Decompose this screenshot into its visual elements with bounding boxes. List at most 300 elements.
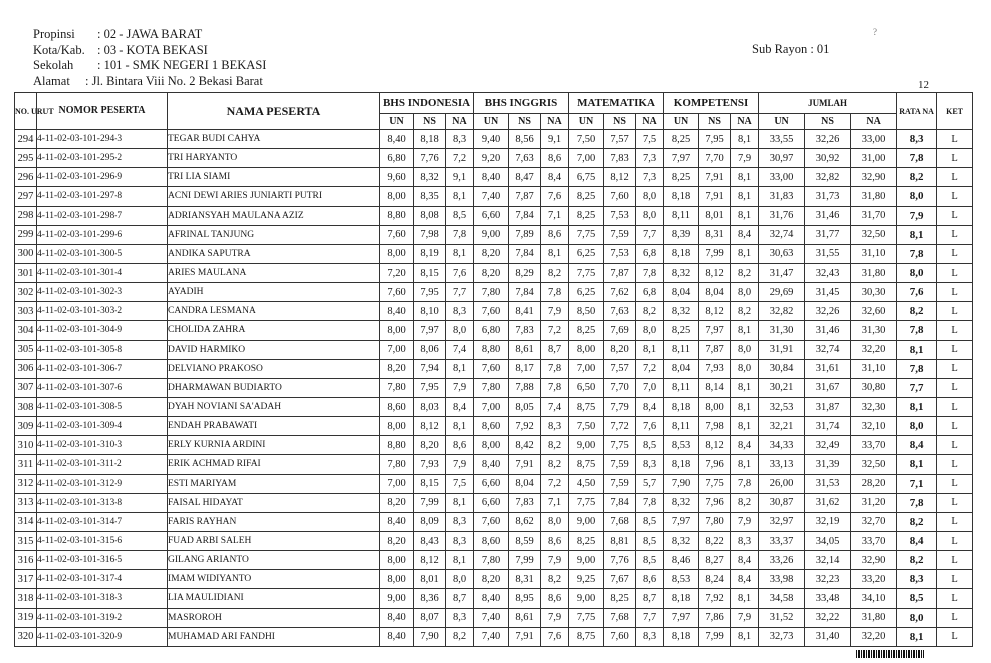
subcol-un: UN (664, 114, 699, 130)
cell-jml-na: 31,10 (851, 359, 897, 378)
col-matematika: MATEMATIKA (569, 93, 664, 114)
cell-ket: L (937, 551, 973, 570)
cell-mat-na: 7,3 (636, 149, 664, 168)
cell-ind-un: 7,60 (380, 225, 414, 244)
cell-ind-ns: 8,12 (414, 551, 446, 570)
cell-mat-na: 8,0 (636, 321, 664, 340)
cell-no-urut: 307 (15, 378, 37, 397)
cell-kom-un: 8,25 (664, 130, 699, 149)
cell-jml-na: 34,10 (851, 589, 897, 608)
subcol-na: NA (851, 114, 897, 130)
cell-rata-na: 8,4 (897, 436, 937, 455)
cell-kom-ns: 7,93 (699, 359, 731, 378)
cell-jml-ns: 31,46 (805, 321, 851, 340)
cell-kom-na: 8,1 (731, 187, 759, 206)
cell-mat-un: 9,00 (569, 436, 604, 455)
cell-kom-un: 8,18 (664, 397, 699, 416)
cell-ind-na: 8,1 (446, 359, 474, 378)
cell-nama-peserta: ACNI DEWI ARIES JUNIARTI PUTRI (168, 187, 380, 206)
cell-ing-un: 6,60 (474, 493, 509, 512)
cell-nomor-peserta: 4-11-02-03-101-302-3 (37, 283, 168, 302)
col-bhs-indonesia: BHS INDONESIA (380, 93, 474, 114)
cell-kom-ns: 7,97 (699, 321, 731, 340)
cell-mat-un: 7,00 (569, 149, 604, 168)
cell-ind-un: 8,40 (380, 512, 414, 531)
cell-rata-na: 8,3 (897, 130, 937, 149)
cell-jml-ns: 31,46 (805, 206, 851, 225)
cell-nomor-peserta: 4-11-02-03-101-311-2 (37, 455, 168, 474)
cell-jml-ns: 31,62 (805, 493, 851, 512)
cell-mat-na: 7,7 (636, 608, 664, 627)
cell-ing-un: 7,80 (474, 551, 509, 570)
cell-ing-ns: 7,99 (509, 551, 541, 570)
table-row (15, 359, 973, 378)
cell-ing-ns: 8,56 (509, 130, 541, 149)
cell-no-urut: 314 (15, 512, 37, 531)
cell-nama-peserta: TEGAR BUDI CAHYA (168, 130, 380, 149)
cell-kom-na: 8,0 (731, 359, 759, 378)
subcol-na: NA (446, 114, 474, 130)
cell-jml-na: 31,80 (851, 608, 897, 627)
cell-ind-ns: 8,18 (414, 130, 446, 149)
cell-mat-un: 7,00 (569, 359, 604, 378)
cell-kom-un: 8,53 (664, 436, 699, 455)
cell-mat-ns: 7,83 (604, 149, 636, 168)
cell-ing-ns: 7,84 (509, 244, 541, 263)
cell-jml-ns: 31,87 (805, 397, 851, 416)
cell-kom-ns: 7,80 (699, 512, 731, 531)
cell-nomor-peserta: 4-11-02-03-101-313-8 (37, 493, 168, 512)
cell-jml-un: 33,00 (759, 168, 805, 187)
cell-mat-ns: 8,20 (604, 340, 636, 359)
cell-jml-na: 31,00 (851, 149, 897, 168)
cell-no-urut: 313 (15, 493, 37, 512)
cell-kom-un: 8,39 (664, 225, 699, 244)
cell-mat-un: 8,25 (569, 321, 604, 340)
cell-ket: L (937, 187, 973, 206)
cell-jml-un: 32,21 (759, 417, 805, 436)
cell-rata-na: 7,8 (897, 149, 937, 168)
subcol-ns: NS (604, 114, 636, 130)
cell-nama-peserta: ERLY KURNIA ARDINI (168, 436, 380, 455)
cell-jml-ns: 31,73 (805, 187, 851, 206)
cell-mat-un: 7,75 (569, 225, 604, 244)
cell-ket: L (937, 340, 973, 359)
cell-nomor-peserta: 4-11-02-03-101-306-7 (37, 359, 168, 378)
cell-ket: L (937, 570, 973, 589)
cell-ind-na: 7,9 (446, 455, 474, 474)
cell-ing-ns: 8,42 (509, 436, 541, 455)
cell-kom-ns: 8,12 (699, 302, 731, 321)
subcol-na: NA (541, 114, 569, 130)
corner-mark: ? (873, 27, 877, 37)
cell-mat-na: 8,2 (636, 302, 664, 321)
cell-ind-un: 8,40 (380, 302, 414, 321)
cell-kom-ns: 8,12 (699, 436, 731, 455)
cell-nomor-peserta: 4-11-02-03-101-297-8 (37, 187, 168, 206)
cell-mat-un: 6,75 (569, 168, 604, 187)
cell-ing-un: 8,60 (474, 531, 509, 550)
cell-jml-na: 31,30 (851, 321, 897, 340)
cell-ing-na: 7,1 (541, 206, 569, 225)
cell-ing-na: 8,1 (541, 244, 569, 263)
cell-mat-ns: 7,60 (604, 627, 636, 646)
cell-jml-un: 32,53 (759, 397, 805, 416)
cell-rata-na: 7,8 (897, 493, 937, 512)
cell-kom-ns: 8,24 (699, 570, 731, 589)
subcol-ns: NS (699, 114, 731, 130)
cell-kom-na: 8,3 (731, 531, 759, 550)
cell-mat-ns: 7,53 (604, 244, 636, 263)
subcol-ns: NS (805, 114, 851, 130)
cell-kom-na: 8,1 (731, 627, 759, 646)
col-nomor-peserta: NOMOR PESERTA (37, 93, 168, 130)
table-row (15, 589, 973, 608)
cell-ket: L (937, 378, 973, 397)
cell-kom-na: 8,1 (731, 168, 759, 187)
cell-ind-ns: 7,97 (414, 321, 446, 340)
cell-nomor-peserta: 4-11-02-03-101-294-3 (37, 130, 168, 149)
cell-jml-na: 33,00 (851, 130, 897, 149)
cell-mat-un: 7,75 (569, 263, 604, 282)
cell-jml-un: 30,63 (759, 244, 805, 263)
alamat-label: Alamat (33, 73, 70, 88)
table-row (15, 493, 973, 512)
cell-mat-na: 6,8 (636, 244, 664, 263)
cell-jml-ns: 32,82 (805, 168, 851, 187)
cell-kom-na: 7,9 (731, 149, 759, 168)
cell-nomor-peserta: 4-11-02-03-101-300-5 (37, 244, 168, 263)
cell-no-urut: 295 (15, 149, 37, 168)
cell-kom-na: 8,1 (731, 378, 759, 397)
cell-ing-na: 8,6 (541, 531, 569, 550)
cell-kom-ns: 8,22 (699, 531, 731, 550)
cell-ket: L (937, 321, 973, 340)
cell-no-urut: 317 (15, 570, 37, 589)
cell-ket: L (937, 455, 973, 474)
cell-no-urut: 308 (15, 397, 37, 416)
cell-mat-ns: 7,72 (604, 417, 636, 436)
cell-kom-un: 8,32 (664, 493, 699, 512)
cell-ing-na: 7,2 (541, 474, 569, 493)
cell-ind-un: 7,00 (380, 474, 414, 493)
cell-no-urut: 310 (15, 436, 37, 455)
cell-ing-na: 8,2 (541, 436, 569, 455)
cell-ind-ns: 7,95 (414, 378, 446, 397)
cell-mat-ns: 7,68 (604, 608, 636, 627)
cell-ind-un: 8,40 (380, 130, 414, 149)
cell-nomor-peserta: 4-11-02-03-101-301-4 (37, 263, 168, 282)
cell-ind-na: 7,8 (446, 225, 474, 244)
cell-kom-ns: 7,95 (699, 130, 731, 149)
cell-jml-ns: 32,23 (805, 570, 851, 589)
table-row (15, 436, 973, 455)
cell-jml-ns: 30,92 (805, 149, 851, 168)
cell-mat-ns: 8,12 (604, 168, 636, 187)
cell-jml-un: 33,55 (759, 130, 805, 149)
cell-ing-na: 8,7 (541, 340, 569, 359)
cell-jml-ns: 31,39 (805, 455, 851, 474)
cell-ind-na: 8,0 (446, 321, 474, 340)
cell-ind-un: 8,40 (380, 627, 414, 646)
cell-jml-na: 30,80 (851, 378, 897, 397)
cell-no-urut: 298 (15, 206, 37, 225)
cell-kom-un: 8,11 (664, 378, 699, 397)
cell-ing-ns: 7,63 (509, 149, 541, 168)
table-row (15, 130, 973, 149)
cell-kom-ns: 7,99 (699, 244, 731, 263)
cell-jml-na: 32,20 (851, 627, 897, 646)
cell-ind-ns: 8,09 (414, 512, 446, 531)
cell-mat-un: 9,00 (569, 512, 604, 531)
cell-ing-na: 7,1 (541, 493, 569, 512)
cell-ind-un: 7,20 (380, 263, 414, 282)
cell-nama-peserta: FAISAL HIDAYAT (168, 493, 380, 512)
cell-nomor-peserta: 4-11-02-03-101-295-2 (37, 149, 168, 168)
cell-nomor-peserta: 4-11-02-03-101-307-6 (37, 378, 168, 397)
cell-kom-un: 8,11 (664, 340, 699, 359)
cell-ing-un: 8,20 (474, 570, 509, 589)
cell-kom-na: 7,8 (731, 474, 759, 493)
cell-ind-na: 7,4 (446, 340, 474, 359)
cell-ind-ns: 8,15 (414, 474, 446, 493)
cell-nomor-peserta: 4-11-02-03-101-304-9 (37, 321, 168, 340)
cell-jml-un: 31,30 (759, 321, 805, 340)
subcol-un: UN (759, 114, 805, 130)
sekolah-label: Sekolah (33, 58, 74, 72)
cell-no-urut: 309 (15, 417, 37, 436)
cell-kom-ns: 8,04 (699, 283, 731, 302)
cell-nama-peserta: GILANG ARIANTO (168, 551, 380, 570)
cell-kom-ns: 8,27 (699, 551, 731, 570)
table-row (15, 149, 973, 168)
subcol-ns: NS (509, 114, 541, 130)
subcol-ns: NS (414, 114, 446, 130)
cell-nama-peserta: ADRIANSYAH MAULANA AZIZ (168, 206, 380, 225)
cell-kom-na: 8,1 (731, 206, 759, 225)
cell-jml-ns: 31,40 (805, 627, 851, 646)
cell-ing-un: 7,40 (474, 608, 509, 627)
cell-ind-na: 8,1 (446, 551, 474, 570)
cell-rata-na: 7,8 (897, 244, 937, 263)
cell-mat-ns: 7,53 (604, 206, 636, 225)
propinsi-value: : 02 - JAWA BARAT (97, 27, 203, 41)
cell-ind-ns: 8,19 (414, 244, 446, 263)
cell-nomor-peserta: 4-11-02-03-101-309-4 (37, 417, 168, 436)
cell-jml-ns: 31,53 (805, 474, 851, 493)
cell-rata-na: 8,1 (897, 627, 937, 646)
table-row (15, 206, 973, 225)
cell-ind-un: 8,00 (380, 321, 414, 340)
kota-label: Kota/Kab. (33, 42, 85, 57)
cell-mat-un: 8,75 (569, 397, 604, 416)
table-row (15, 455, 973, 474)
cell-mat-na: 8,5 (636, 512, 664, 531)
cell-nama-peserta: DYAH NOVIANI SA'ADAH (168, 397, 380, 416)
cell-mat-ns: 7,57 (604, 130, 636, 149)
cell-ing-na: 7,8 (541, 378, 569, 397)
cell-jml-un: 31,83 (759, 187, 805, 206)
cell-kom-un: 7,97 (664, 149, 699, 168)
cell-kom-un: 8,32 (664, 302, 699, 321)
cell-kom-un: 7,97 (664, 608, 699, 627)
cell-rata-na: 8,1 (897, 455, 937, 474)
cell-ket: L (937, 512, 973, 531)
cell-ind-ns: 8,20 (414, 436, 446, 455)
cell-nomor-peserta: 4-11-02-03-101-318-3 (37, 589, 168, 608)
cell-kom-un: 8,46 (664, 551, 699, 570)
cell-kom-un: 8,53 (664, 570, 699, 589)
table-row (15, 608, 973, 627)
cell-mat-na: 8,1 (636, 340, 664, 359)
cell-rata-na: 7,1 (897, 474, 937, 493)
cell-jml-ns: 34,05 (805, 531, 851, 550)
cell-ing-na: 8,6 (541, 149, 569, 168)
cell-nama-peserta: CHOLIDA ZAHRA (168, 321, 380, 340)
cell-nama-peserta: DHARMAWAN BUDIARTO (168, 378, 380, 397)
cell-ing-un: 6,60 (474, 206, 509, 225)
col-no-urut: NO. URUT (15, 93, 37, 130)
cell-ing-ns: 7,89 (509, 225, 541, 244)
cell-no-urut: 316 (15, 551, 37, 570)
cell-mat-un: 8,75 (569, 455, 604, 474)
cell-mat-un: 8,25 (569, 206, 604, 225)
cell-mat-ns: 7,76 (604, 551, 636, 570)
cell-nama-peserta: FUAD ARBI SALEH (168, 531, 380, 550)
cell-mat-un: 6,50 (569, 378, 604, 397)
cell-ing-ns: 8,05 (509, 397, 541, 416)
table-row (15, 417, 973, 436)
cell-nomor-peserta: 4-11-02-03-101-310-3 (37, 436, 168, 455)
cell-nama-peserta: CANDRA LESMANA (168, 302, 380, 321)
kota-row (33, 43, 266, 59)
cell-jml-un: 31,47 (759, 263, 805, 282)
cell-mat-un: 8,50 (569, 302, 604, 321)
cell-ind-na: 8,6 (446, 436, 474, 455)
cell-ket: L (937, 225, 973, 244)
cell-jml-un: 34,58 (759, 589, 805, 608)
cell-mat-ns: 7,60 (604, 187, 636, 206)
cell-ing-ns: 8,41 (509, 302, 541, 321)
cell-ket: L (937, 436, 973, 455)
cell-no-urut: 296 (15, 168, 37, 187)
cell-ing-ns: 8,95 (509, 589, 541, 608)
cell-jml-ns: 31,77 (805, 225, 851, 244)
cell-ing-un: 6,60 (474, 474, 509, 493)
cell-nama-peserta: MASROROH (168, 608, 380, 627)
table-row (15, 225, 973, 244)
table-row (15, 512, 973, 531)
cell-ing-ns: 7,88 (509, 378, 541, 397)
cell-mat-ns: 7,87 (604, 263, 636, 282)
table-row (15, 531, 973, 550)
cell-ind-un: 7,80 (380, 378, 414, 397)
cell-ket: L (937, 417, 973, 436)
cell-nomor-peserta: 4-11-02-03-101-312-9 (37, 474, 168, 493)
cell-nama-peserta: DELVIANO PRAKOSO (168, 359, 380, 378)
cell-ind-ns: 7,98 (414, 225, 446, 244)
cell-jml-un: 33,37 (759, 531, 805, 550)
cell-ing-un: 7,80 (474, 378, 509, 397)
cell-ind-na: 8,3 (446, 130, 474, 149)
sekolah-value: : 101 - SMK NEGERI 1 BEKASI (97, 58, 267, 72)
cell-ing-na: 8,3 (541, 417, 569, 436)
cell-no-urut: 306 (15, 359, 37, 378)
cell-mat-un: 7,50 (569, 130, 604, 149)
cell-jml-ns: 32,19 (805, 512, 851, 531)
cell-kom-na: 8,1 (731, 244, 759, 263)
cell-ind-na: 8,5 (446, 206, 474, 225)
cell-mat-ns: 7,79 (604, 397, 636, 416)
cell-ing-un: 6,80 (474, 321, 509, 340)
cell-ing-na: 7,2 (541, 321, 569, 340)
cell-kom-un: 8,04 (664, 359, 699, 378)
table-row (15, 340, 973, 359)
cell-ind-na: 8,1 (446, 187, 474, 206)
cell-ind-na: 8,1 (446, 493, 474, 512)
cell-ket: L (937, 397, 973, 416)
cell-ket: L (937, 608, 973, 627)
table-row (15, 283, 973, 302)
cell-mat-un: 8,25 (569, 187, 604, 206)
cell-kom-un: 8,18 (664, 187, 699, 206)
cell-rata-na: 8,2 (897, 302, 937, 321)
cell-nama-peserta: ANDIKA SAPUTRA (168, 244, 380, 263)
cell-kom-ns: 8,12 (699, 263, 731, 282)
cell-kom-na: 8,4 (731, 551, 759, 570)
cell-mat-un: 8,25 (569, 531, 604, 550)
cell-kom-ns: 7,87 (699, 340, 731, 359)
table-row (15, 263, 973, 282)
cell-nomor-peserta: 4-11-02-03-101-308-5 (37, 397, 168, 416)
cell-ket: L (937, 149, 973, 168)
cell-jml-un: 30,87 (759, 493, 805, 512)
cell-nomor-peserta: 4-11-02-03-101-303-2 (37, 302, 168, 321)
cell-jml-ns: 32,43 (805, 263, 851, 282)
table-row (15, 321, 973, 340)
cell-ing-un: 7,00 (474, 397, 509, 416)
cell-ind-ns: 8,43 (414, 531, 446, 550)
cell-ing-ns: 8,59 (509, 531, 541, 550)
score-table (14, 92, 973, 647)
cell-ind-un: 9,60 (380, 168, 414, 187)
cell-jml-na: 32,70 (851, 512, 897, 531)
cell-jml-ns: 31,45 (805, 283, 851, 302)
cell-ket: L (937, 130, 973, 149)
cell-rata-na: 7,8 (897, 359, 937, 378)
cell-jml-na: 28,20 (851, 474, 897, 493)
cell-jml-na: 31,10 (851, 244, 897, 263)
cell-kom-ns: 8,00 (699, 397, 731, 416)
cell-kom-na: 7,9 (731, 608, 759, 627)
cell-ind-un: 8,00 (380, 244, 414, 263)
cell-mat-un: 7,75 (569, 493, 604, 512)
col-kompetensi: KOMPETENSI (664, 93, 759, 114)
cell-ing-un: 7,40 (474, 187, 509, 206)
cell-jml-na: 32,90 (851, 551, 897, 570)
cell-kom-ns: 7,96 (699, 493, 731, 512)
cell-jml-un: 30,21 (759, 378, 805, 397)
cell-mat-ns: 8,81 (604, 531, 636, 550)
cell-no-urut: 315 (15, 531, 37, 550)
cell-ind-na: 8,4 (446, 397, 474, 416)
cell-kom-un: 8,11 (664, 417, 699, 436)
cell-ket: L (937, 302, 973, 321)
cell-ing-na: 7,8 (541, 359, 569, 378)
cell-jml-na: 33,20 (851, 570, 897, 589)
cell-ind-un: 7,60 (380, 283, 414, 302)
cell-mat-na: 8,5 (636, 436, 664, 455)
